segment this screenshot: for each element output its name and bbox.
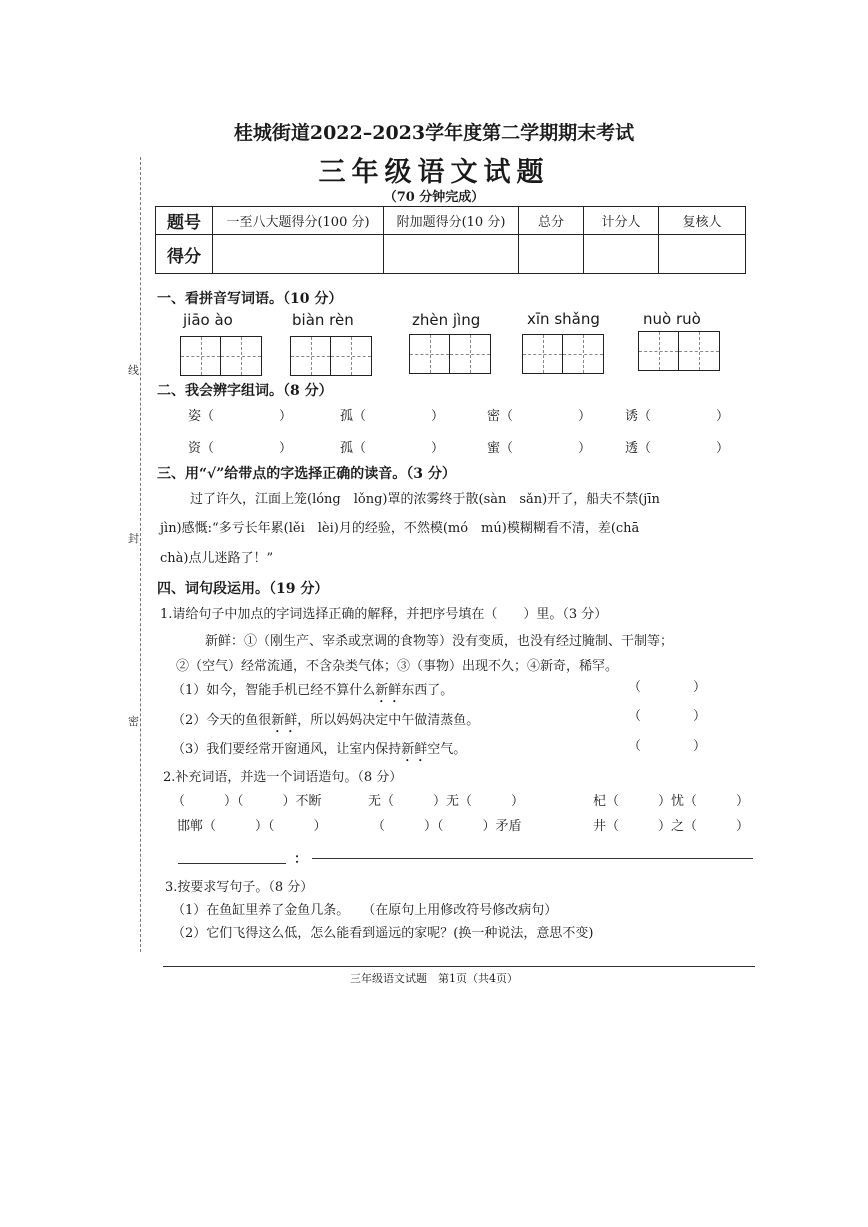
- passage-line-2: jìn)感慨:“多亏长年累(lěi lèi)月的经验，不然模(mó mú)模糊糊看不清，差(chā: [160, 521, 640, 536]
- section4-heading: 四、词句段运用。（19 分）: [157, 581, 329, 597]
- score-header-main: 一至八大题得分(100 分): [213, 207, 384, 235]
- score-table: [155, 206, 746, 274]
- q3-prompt: 3.按要求写句子。（8 分）: [165, 880, 314, 895]
- word-pair-2a: 孤（ ）: [340, 409, 445, 424]
- binding-mark-feng: 封: [128, 532, 139, 545]
- score-cell-total[interactable]: [519, 235, 584, 274]
- score-header-number: 题号: [156, 207, 213, 235]
- exam-subtitle: 三年级语文试题: [318, 157, 550, 188]
- passage-line-3: chà)点儿迷路了！”: [160, 551, 274, 566]
- page-footer: 三年级语文试题 第1页（共4页）: [350, 972, 518, 985]
- q1-prompt: 1.请给句子中加点的字词选择正确的解释，并把序号填在（ ）里。（3 分）: [160, 607, 608, 622]
- exam-title: 桂城街道2022–2023学年度第二学期期末考试: [233, 122, 635, 144]
- q1-definition-1: 新鲜：①（刚生产、宰杀或烹调的食物等）没有变质，也没有经过腌制、干制等；: [205, 634, 674, 649]
- writing-grid-3[interactable]: [409, 334, 491, 374]
- word-pair-3a: 密（ ）: [487, 409, 592, 424]
- pinyin-3: zhèn jìng: [412, 311, 481, 329]
- section1-heading: 一、看拼音写词语。（10 分）: [157, 291, 343, 307]
- section3-heading: 三、用“√”给带点的字选择正确的读音。（3 分）: [157, 466, 456, 482]
- q3-sentence-2: （2）它们飞得这么低，怎么能看到遥远的家呢？(换一种说法，意思不变): [172, 926, 594, 941]
- q2-idiom-2: 无（ ）无（ ）: [368, 794, 525, 809]
- pinyin-5: nuò ruò: [643, 310, 701, 328]
- q3-sentence-1: （1）在鱼缸里养了金鱼几条。 （在原句上用修改符号修改病句）: [172, 903, 558, 918]
- score-cell-main[interactable]: [213, 235, 384, 274]
- q2-idiom-5: （ ）（ ）矛盾: [372, 819, 522, 834]
- word-pair-4b: 透（ ）: [625, 441, 730, 456]
- word-pair-3b: 蜜（ ）: [487, 441, 592, 456]
- pinyin-4: xīn shǎng: [527, 310, 600, 328]
- writing-grid-1[interactable]: [180, 336, 262, 376]
- q2-sentence-answer-line[interactable]: [312, 858, 753, 859]
- word-pair-1a: 姿（ ）: [188, 409, 293, 424]
- q2-idiom-4: 邯郸（ ）（ ）: [177, 819, 327, 834]
- q1-item-1: （1）如今，智能手机已经不算什么新鲜东西了。: [172, 683, 454, 698]
- word-pair-2b: 孤（ ）: [340, 441, 445, 456]
- exam-duration: （70 分钟完成）: [383, 190, 485, 205]
- q1-item-2: （2）今天的鱼很新鲜，所以妈妈决定中午做清蒸鱼。: [172, 713, 480, 728]
- q1-answer-blank-2[interactable]: （ ）: [628, 709, 707, 724]
- q2-prompt: 2.补充词语，并选一个词语造句。（8 分）: [163, 770, 403, 785]
- score-header-reviewer: 复核人: [659, 207, 746, 235]
- q1-definition-2: ②（空气）经常流通，不含杂类气体；③（事物）出现不久；④新奇，稀罕。: [176, 659, 619, 674]
- passage-line-1: 过了许久，江面上笼(lóng lǒng)罩的浓雾终于散(sàn sǎn)开了，船夫不禁(jīn: [190, 492, 660, 507]
- score-header-extra: 附加题得分(10 分): [384, 207, 519, 235]
- q2-idiom-1: （ ）（ ）不断: [172, 794, 322, 809]
- word-pair-1b: 资（ ）: [188, 441, 293, 456]
- score-row-label: 得分: [156, 235, 213, 274]
- pinyin-2: biàn rèn: [292, 311, 354, 329]
- section2-heading: 二、我会辨字组词。（8 分）: [157, 383, 333, 399]
- writing-grid-5[interactable]: [638, 331, 720, 371]
- binding-line: [140, 157, 141, 952]
- binding-mark-mi: 密: [128, 715, 139, 728]
- score-cell-reviewer[interactable]: [659, 235, 746, 274]
- q2-idiom-6: 井（ ）之（ ）: [593, 819, 750, 834]
- q2-idiom-3: 杞（ ）忧（ ）: [593, 794, 750, 809]
- score-cell-scorer[interactable]: [584, 235, 659, 274]
- footer-rule: [163, 966, 755, 967]
- q2-colon: ：: [294, 852, 308, 867]
- score-cell-extra[interactable]: [384, 235, 519, 274]
- score-header-total: 总分: [519, 207, 584, 235]
- q1-item-3: （3）我们要经常开窗通风，让室内保持新鲜空气。: [172, 742, 467, 757]
- q1-answer-blank-1[interactable]: （ ）: [628, 680, 707, 695]
- q2-idiom-answer-line[interactable]: [178, 863, 286, 864]
- writing-grid-2[interactable]: [290, 336, 372, 376]
- writing-grid-4[interactable]: [522, 334, 604, 374]
- binding-mark-xian: 线: [128, 364, 139, 377]
- score-header-scorer: 计分人: [584, 207, 659, 235]
- pinyin-1: jiāo ào: [183, 311, 233, 329]
- q1-answer-blank-3[interactable]: （ ）: [628, 739, 707, 754]
- word-pair-4a: 诱（ ）: [625, 409, 730, 424]
